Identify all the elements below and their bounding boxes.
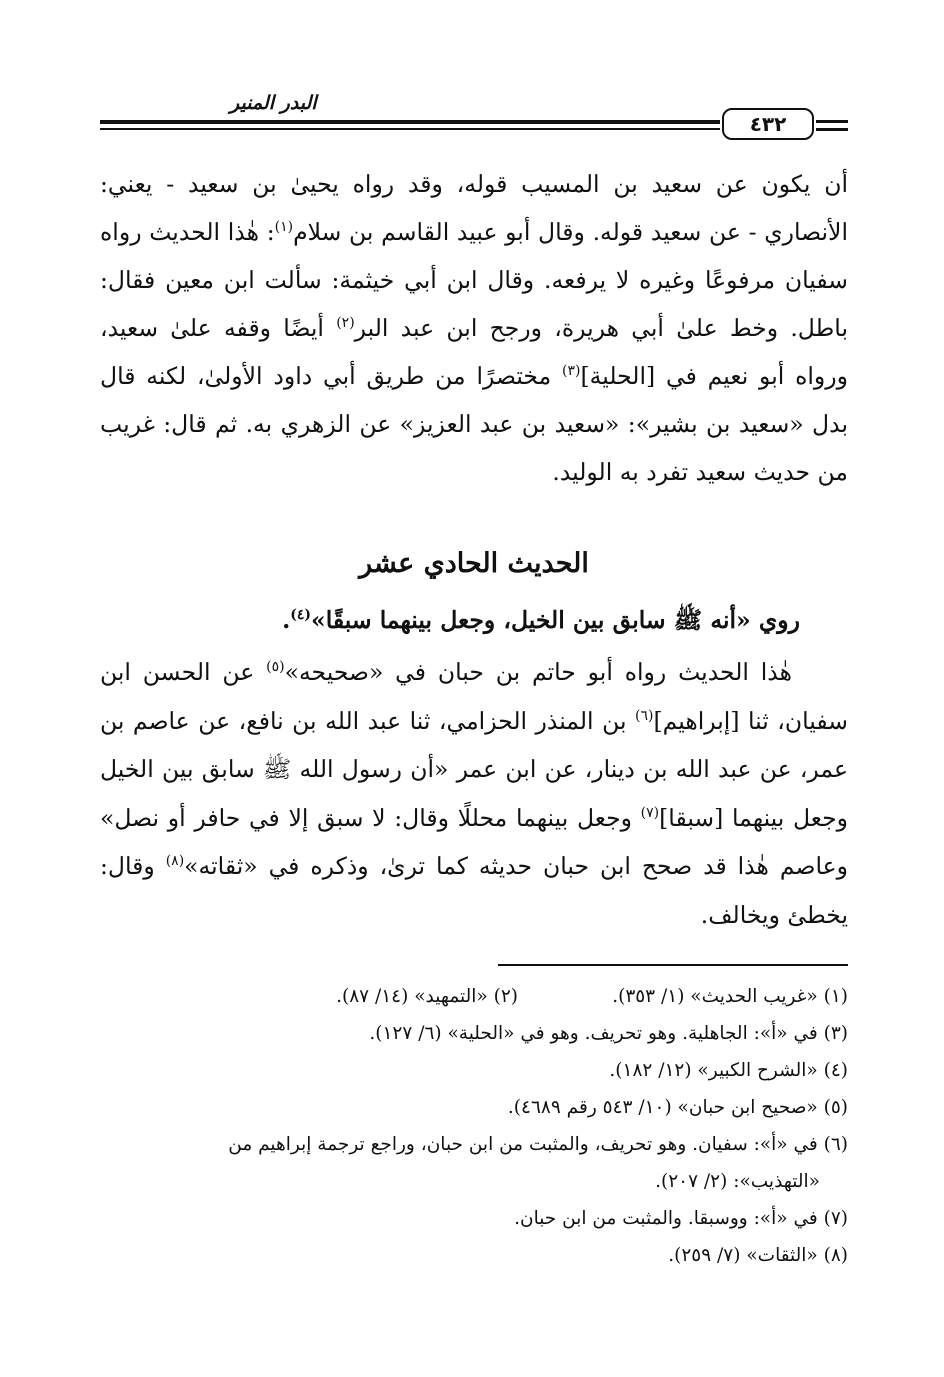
text-line: الحديث رواه سفيان مرفوعًا وغيره لا يرفعه. وقال ابن أبي خيثمة: سألت (100, 218, 848, 294)
text-run: وجعل بينهما محللًا وقال: لا سبق إلا في حافر أو نصل» وعاصم هٰذا قد صحح ابن حبان حديثه كما ترىٰ، وذكره في «ثقاته» (100, 803, 848, 880)
footnote-2: (٢) «التمهيد» (١٤/ ٨٧). (336, 986, 518, 1007)
page-number: ٤٣٢ (722, 108, 814, 140)
footnote-6-continuation: «التهذيب»: (٢/ ٢٠٧). (655, 1171, 820, 1192)
text-line: مختصرًا من طريق (366, 362, 563, 390)
footnote-row (100, 978, 848, 1015)
text-line: ابن معين فقال: باطل. وخط علىٰ أبي هريرة، ورجح ابن عبد البر (100, 266, 848, 342)
footnote-ref: (٧) (640, 804, 660, 821)
footnote-ref: (٨) (165, 853, 185, 870)
footnote-ref: (٥) (266, 659, 285, 676)
paragraph-text (100, 160, 848, 496)
text-line: عن الزهري به. ثم قال: غريب من حديث سعيد تفرد به الوليد. (100, 410, 848, 486)
footnote-3: (٣) في «أ»: الجاهلية. وهو تحريف. وهو في «الحلية» (٦/ ١٢٧). (369, 1023, 848, 1044)
hadith-statement (100, 596, 848, 644)
page-header (100, 88, 848, 144)
text-run: بن المنذر الحزامي، ثنا عبد الله بن نافع، عن عاصم بن عمر، عن عبد الله بن دينار، عن ابن عمر «أن رسول الله ﷺ سابق بين الخيل وجعل بينهما [سبقا] (100, 706, 848, 832)
paragraph-continuation (100, 160, 848, 496)
hadith-text: روي «أنه ﷺ سابق بين الخيل، وجعل بينهما سبقًا» (311, 606, 800, 634)
paragraph-commentary (100, 648, 848, 939)
footnote-ref: (٦) (635, 707, 654, 724)
text-run: عن الحسن ابن سفيان، ثنا [إبراهيم] (100, 658, 848, 735)
header-rule-thin (100, 128, 720, 130)
footnote-1: (١) «غريب الحديث» (١/ ٣٥٣). (612, 986, 848, 1007)
paragraph-text (100, 648, 848, 939)
header-rule-tail (816, 120, 848, 123)
footnote-ref: (١) (274, 219, 294, 236)
running-head-title: البدر المنير (230, 92, 317, 114)
text-line: أن يكون عن سعيد بن المسيب قوله، وقد رواه يحيىٰ بن سعيد - يعني: (100, 170, 848, 198)
text-line: الأنصاري - عن سعيد قوله. وقال أبو عبيد القاسم بن سلام (293, 218, 848, 246)
section-heading: الحديث الحادي عشر (359, 548, 589, 579)
footnote-5: (٥) «صحيح ابن حبان» (١٠/ ٥٤٣ رقم ٤٦٨٩). (507, 1097, 848, 1118)
header-rule-tail (816, 128, 848, 131)
footnote-ref: (٣) (562, 363, 581, 380)
footnote-4: (٤) «الشرح الكبير» (١٢/ ١٨٢). (609, 1060, 848, 1081)
footnote-7: (٧) في «أ»: ووسبقا. والمثبت من ابن حبان. (514, 1208, 848, 1229)
text-line: أيضًا وقفه علىٰ سعيد، ورواه أبو نعيم في [الحلية] (100, 314, 848, 390)
footnote-ref: (٤) (290, 607, 312, 624)
footnote-separator (498, 964, 848, 966)
text-run: هٰذا الحديث رواه أبو حاتم بن حبان في «صحيحه» (284, 658, 792, 686)
footnote-ref: (٢) (336, 315, 355, 332)
header-rule-thick (100, 120, 720, 124)
hadith-end: . (282, 606, 291, 634)
footnote-6: (٦) في «أ»: سفيان. وهو تحريف، والمثبت من ابن حبان، وراجع ترجمة إبراهيم من (228, 1134, 848, 1155)
footnote-8: (٨) «الثقات» (٧/ ٢٥٩). (668, 1245, 848, 1266)
text-line: أبي داود الأولىٰ، لكنه قال بدل «سعيد بن بشير»: «سعيد بن عبد العزيز» (100, 362, 848, 438)
text-run: وقال: يخطئ ويخالف. (100, 852, 848, 929)
text-line: : هٰذا (227, 218, 275, 246)
footnotes (100, 978, 848, 1274)
